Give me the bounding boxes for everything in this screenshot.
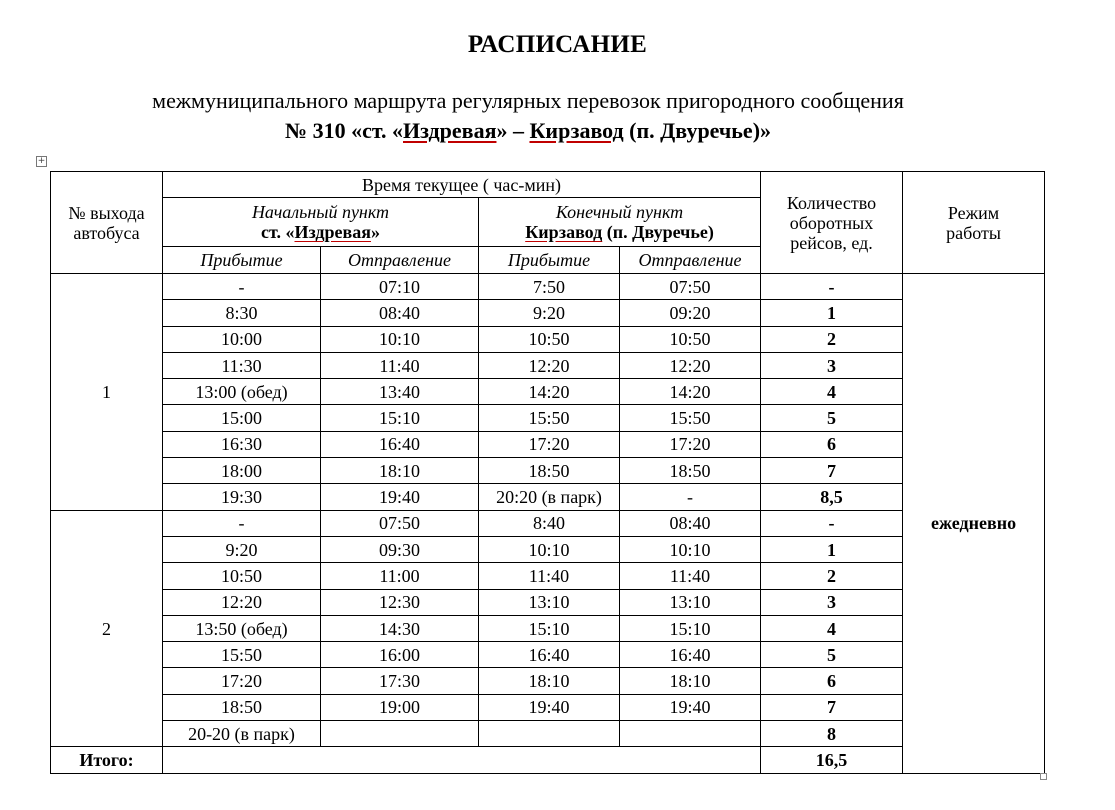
arrival-start-cell: 13:00 (обед) <box>163 379 321 405</box>
arrival-end-cell: 8:40 <box>479 510 620 536</box>
start-name-prefix: ст. « <box>261 222 295 242</box>
table-row <box>51 668 1045 694</box>
departure-start-cell: 16:40 <box>321 431 479 457</box>
schedule-table <box>50 171 1045 774</box>
subheader-arrival-start: Прибытие <box>163 247 321 274</box>
arrival-start-cell: 11:30 <box>163 352 321 378</box>
mode-cell: ежедневно <box>903 274 1045 774</box>
route-middle: » – <box>496 118 530 143</box>
arrival-start-cell: 12:20 <box>163 589 321 615</box>
table-row <box>51 721 1045 747</box>
arrival-end-cell: 17:20 <box>479 431 620 457</box>
arrival-end-cell: 18:10 <box>479 668 620 694</box>
departure-start-cell: 17:30 <box>321 668 479 694</box>
table-row <box>51 274 1045 300</box>
arrival-end-cell: 15:50 <box>479 405 620 431</box>
arrival-end-cell: 9:20 <box>479 300 620 326</box>
end-name-suffix: (п. Двуречье) <box>602 222 714 242</box>
total-label: Итого: <box>51 747 163 773</box>
departure-start-cell <box>321 721 479 747</box>
end-name-station: Кирзавод <box>525 222 603 242</box>
subtitle: межмуниципального маршрута регулярных перевозок пригородного сообщения <box>152 88 904 113</box>
table-row <box>51 484 1045 510</box>
departure-end-cell: 14:20 <box>620 379 761 405</box>
bus-number-cell: 1 <box>51 274 163 511</box>
departure-start-cell: 08:40 <box>321 300 479 326</box>
total-empty-cell <box>163 747 761 773</box>
departure-start-cell: 07:10 <box>321 274 479 300</box>
header-bus-number: № выхода автобуса <box>51 172 163 274</box>
arrival-end-cell: 16:40 <box>479 642 620 668</box>
arrival-start-cell: 15:50 <box>163 642 321 668</box>
table-row <box>51 431 1045 457</box>
arrival-start-cell: 19:30 <box>163 484 321 510</box>
end-point-label: Конечный пункт <box>555 202 684 222</box>
arrival-end-cell: 7:50 <box>479 274 620 300</box>
arrival-end-cell: 18:50 <box>479 458 620 484</box>
table-row <box>51 352 1045 378</box>
arrival-start-cell: 8:30 <box>163 300 321 326</box>
arrival-start-cell: 18:50 <box>163 694 321 720</box>
trips-cell: - <box>761 510 903 536</box>
table-row <box>51 405 1045 431</box>
trips-cell: 4 <box>761 379 903 405</box>
arrival-end-cell: 13:10 <box>479 589 620 615</box>
subheader-departure-end: Отправление <box>620 247 761 274</box>
departure-end-cell: 19:40 <box>620 694 761 720</box>
header-start-point <box>163 198 479 247</box>
departure-end-cell: 15:50 <box>620 405 761 431</box>
departure-end-cell: 12:20 <box>620 352 761 378</box>
trips-cell: 8 <box>761 721 903 747</box>
arrival-start-cell: - <box>163 510 321 536</box>
departure-end-cell: 13:10 <box>620 589 761 615</box>
route-station-b: Кирзавод <box>529 118 624 143</box>
departure-start-cell: 10:10 <box>321 326 479 352</box>
arrival-start-cell: 10:50 <box>163 563 321 589</box>
table-row <box>51 326 1045 352</box>
table-row <box>51 510 1045 536</box>
departure-end-cell: 18:50 <box>620 458 761 484</box>
departure-start-cell: 14:30 <box>321 615 479 641</box>
arrival-start-cell: 10:00 <box>163 326 321 352</box>
arrival-start-cell: 18:00 <box>163 458 321 484</box>
table-row <box>51 694 1045 720</box>
header-trips: Количество оборотных рейсов, ед. <box>761 172 903 274</box>
start-point-label: Начальный пункт <box>251 202 390 222</box>
departure-end-cell: - <box>620 484 761 510</box>
table-row <box>51 458 1045 484</box>
arrival-start-cell: 17:20 <box>163 668 321 694</box>
arrival-start-cell: - <box>163 274 321 300</box>
trips-cell: 2 <box>761 326 903 352</box>
trips-cell: 6 <box>761 668 903 694</box>
departure-start-cell: 11:40 <box>321 352 479 378</box>
departure-start-cell: 19:00 <box>321 694 479 720</box>
trips-cell: 5 <box>761 642 903 668</box>
departure-end-cell: 08:40 <box>620 510 761 536</box>
bus-number-cell: 2 <box>51 510 163 747</box>
arrival-end-cell: 14:20 <box>479 379 620 405</box>
trips-cell: 3 <box>761 589 903 615</box>
departure-end-cell: 10:10 <box>620 536 761 562</box>
arrival-end-cell: 11:40 <box>479 563 620 589</box>
trips-cell: 7 <box>761 694 903 720</box>
arrival-end-cell: 10:50 <box>479 326 620 352</box>
table-row <box>51 642 1045 668</box>
end-point-name <box>479 222 760 242</box>
trips-cell: - <box>761 274 903 300</box>
route-title <box>0 118 1056 144</box>
table-resize-handle-icon[interactable] <box>1040 773 1047 780</box>
table-row <box>51 563 1045 589</box>
arrival-end-cell: 10:10 <box>479 536 620 562</box>
table-row <box>51 589 1045 615</box>
departure-start-cell: 13:40 <box>321 379 479 405</box>
arrival-start-cell: 16:30 <box>163 431 321 457</box>
departure-start-cell: 16:00 <box>321 642 479 668</box>
table-move-handle-icon[interactable]: + <box>37 156 46 166</box>
route-suffix: (п. Двуречье)» <box>623 118 772 143</box>
trips-cell: 5 <box>761 405 903 431</box>
table-row <box>51 300 1045 326</box>
departure-end-cell: 09:20 <box>620 300 761 326</box>
header-end-point <box>479 198 761 247</box>
departure-start-cell: 12:30 <box>321 589 479 615</box>
departure-start-cell: 18:10 <box>321 458 479 484</box>
subheader-departure-start: Отправление <box>321 247 479 274</box>
departure-end-cell: 16:40 <box>620 642 761 668</box>
arrival-end-cell: 15:10 <box>479 615 620 641</box>
trips-cell: 4 <box>761 615 903 641</box>
departure-start-cell: 19:40 <box>321 484 479 510</box>
start-name-station: Издревая <box>294 222 371 242</box>
arrival-end-cell: 12:20 <box>479 352 620 378</box>
subheader-arrival-end: Прибытие <box>479 247 620 274</box>
departure-end-cell: 11:40 <box>620 563 761 589</box>
arrival-start-cell: 20-20 (в парк) <box>163 721 321 747</box>
arrival-start-cell: 9:20 <box>163 536 321 562</box>
page-title: РАСПИСАНИЕ <box>467 31 648 58</box>
trips-cell: 6 <box>761 431 903 457</box>
route-prefix: № 310 «ст. « <box>284 118 403 143</box>
total-value: 16,5 <box>761 747 903 773</box>
arrival-start-cell: 15:00 <box>163 405 321 431</box>
arrival-end-cell <box>479 721 620 747</box>
arrival-start-cell: 13:50 (обед) <box>163 615 321 641</box>
table-row <box>51 379 1045 405</box>
start-point-name <box>163 222 478 242</box>
table-row <box>51 536 1045 562</box>
departure-end-cell: 18:10 <box>620 668 761 694</box>
trips-cell: 1 <box>761 536 903 562</box>
trips-cell: 8,5 <box>761 484 903 510</box>
route-station-a: Издревая <box>403 118 497 143</box>
departure-end-cell: 17:20 <box>620 431 761 457</box>
departure-end-cell: 07:50 <box>620 274 761 300</box>
departure-end-cell <box>620 721 761 747</box>
departure-end-cell: 10:50 <box>620 326 761 352</box>
arrival-end-cell: 20:20 (в парк) <box>479 484 620 510</box>
departure-start-cell: 09:30 <box>321 536 479 562</box>
trips-cell: 1 <box>761 300 903 326</box>
departure-start-cell: 11:00 <box>321 563 479 589</box>
table-row <box>51 615 1045 641</box>
trips-cell: 7 <box>761 458 903 484</box>
header-time: Время текущее ( час-мин) <box>163 172 761 198</box>
start-name-suffix: » <box>370 222 380 242</box>
trips-cell: 3 <box>761 352 903 378</box>
trips-cell: 2 <box>761 563 903 589</box>
departure-end-cell: 15:10 <box>620 615 761 641</box>
total-row <box>51 747 1045 773</box>
departure-start-cell: 07:50 <box>321 510 479 536</box>
departure-start-cell: 15:10 <box>321 405 479 431</box>
arrival-end-cell: 19:40 <box>479 694 620 720</box>
header-mode: Режим работы <box>903 172 1045 274</box>
